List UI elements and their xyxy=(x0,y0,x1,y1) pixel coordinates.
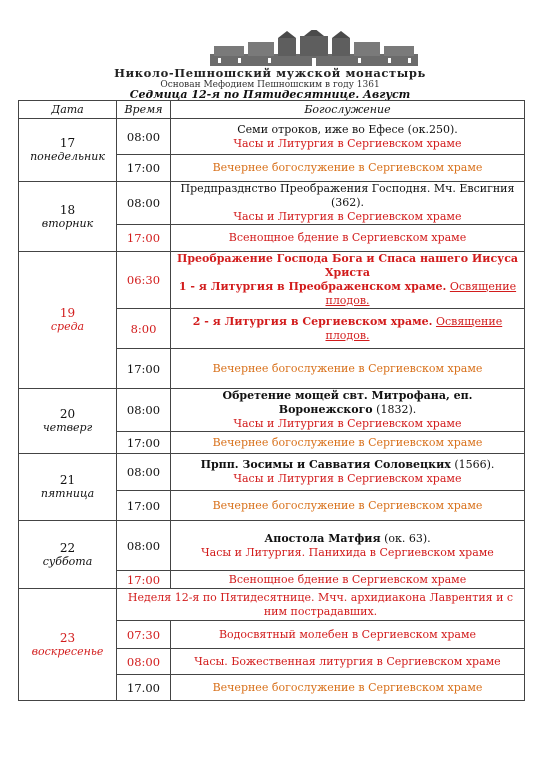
day-cell xyxy=(19,521,117,589)
service-year: (ок. 63). xyxy=(384,531,431,545)
table-row xyxy=(19,182,525,225)
feast-banner: Неделя 12-я по Пятидесятнице. Мчч. архидиакона Лаврентия и с ним пострадавших. xyxy=(117,589,525,621)
day-number: 17 xyxy=(59,136,76,150)
time-cell: 17:00 xyxy=(117,432,171,454)
monastery-logo xyxy=(208,30,420,68)
day-number: 19 xyxy=(59,306,76,320)
table-row xyxy=(19,589,525,621)
day-weekday: среда xyxy=(50,320,85,333)
service-cell xyxy=(171,252,525,309)
day-weekday: четверг xyxy=(42,421,93,434)
time-cell: 08:00 xyxy=(117,649,171,675)
day-cell xyxy=(19,454,117,521)
day-cell xyxy=(19,252,117,389)
time-cell: 08:00 xyxy=(117,119,171,155)
service-note: Освящение плодов. xyxy=(325,280,517,307)
service-title: Предпразднство Преображения Господня. Мч. Евсигния (362). xyxy=(180,182,515,209)
service-cell xyxy=(171,521,525,571)
time-cell: 17:00 xyxy=(117,571,171,589)
table-row xyxy=(19,119,525,155)
day-cell xyxy=(19,182,117,252)
day-weekday: суббота xyxy=(42,554,93,568)
table-row xyxy=(19,252,525,309)
service-text: Часы и Литургия в Сергиевском храме xyxy=(233,136,462,150)
service-text: 2 - я Литургия в Сергиевском храме. xyxy=(192,314,433,328)
service-text: Часы и Литургия в Сергиевском храме xyxy=(233,417,462,430)
time-cell: 17:00 xyxy=(117,155,171,182)
table-row xyxy=(19,389,525,432)
day-number: 21 xyxy=(59,473,76,487)
service-cell: Водосвятный молебен в Сергиевском храме xyxy=(171,621,525,649)
day-weekday: пятница xyxy=(40,487,95,500)
founded-subtitle: Основан Мефодием Пешношским в году 1361 xyxy=(160,80,380,90)
day-number: 22 xyxy=(59,540,76,555)
time-cell: 17.00 xyxy=(117,675,171,701)
time-cell: 08:00 xyxy=(117,454,171,491)
service-text: Часы и Литургия в Сергиевском храме xyxy=(233,472,462,485)
service-cell: Вечернее богослужение в Сергиевском храме xyxy=(171,432,525,454)
service-note: Освящение плодов. xyxy=(325,314,503,342)
day-weekday: понедельник xyxy=(30,150,105,163)
service-cell xyxy=(171,389,525,432)
table-header-row xyxy=(19,101,525,119)
time-cell: 06:30 xyxy=(117,252,171,309)
time-cell: 07:30 xyxy=(117,621,171,649)
time-cell: 17:00 xyxy=(117,491,171,521)
service-cell xyxy=(171,309,525,349)
day-weekday: воскресенье xyxy=(31,644,104,658)
service-text: 1 - я Литургия в Преображенском храме. xyxy=(178,280,447,293)
service-cell: Всенощное бдение в Сергиевском храме xyxy=(171,225,525,252)
table-row xyxy=(19,454,525,491)
service-text: Часы и Литургия. Панихида в Сергиевском храме xyxy=(201,545,494,559)
service-cell: Вечернее богослужение в Сергиевском храме xyxy=(171,675,525,701)
service-title: Прпп. Зосимы и Савватия Соловецких xyxy=(200,458,451,471)
service-cell: Вечернее богослужение в Сергиевском храме xyxy=(171,155,525,182)
day-cell xyxy=(19,589,117,701)
service-cell xyxy=(171,119,525,155)
day-cell xyxy=(19,119,117,182)
col-service-header: Богослужение xyxy=(171,101,525,119)
day-number: 20 xyxy=(59,407,76,421)
time-cell: 17:00 xyxy=(117,349,171,389)
time-cell: 8:00 xyxy=(117,309,171,349)
time-cell: 08:00 xyxy=(117,389,171,432)
day-number: 18 xyxy=(59,202,76,217)
service-year: (1566). xyxy=(454,458,495,471)
week-title: Седмица 12-я по Пятидесятнице. Август xyxy=(129,88,411,101)
day-weekday: вторник xyxy=(41,216,94,230)
service-title: Апостола Матфия xyxy=(264,531,381,545)
time-cell: 08:00 xyxy=(117,182,171,225)
monastery-name: Николо-Пешношский мужской монастырь xyxy=(114,66,426,80)
service-cell: Всенощное бдение в Сергиевском храме xyxy=(171,571,525,589)
service-cell xyxy=(171,182,525,225)
header xyxy=(0,0,540,100)
service-cell: Вечернее богослужение в Сергиевском храме xyxy=(171,349,525,389)
table-row xyxy=(19,521,525,571)
service-title: Семи отроков, иже во Ефесе (ок.250). xyxy=(237,122,458,136)
service-title: Обретение мощей свт. Митрофана, еп. Воронежского xyxy=(222,389,473,416)
service-cell xyxy=(171,454,525,491)
service-cell: Вечернее богослужение в Сергиевском храме xyxy=(171,491,525,521)
service-title: Преображение Господа Бога и Спаса нашего Иисуса Христа xyxy=(176,252,519,279)
service-year: (1832). xyxy=(376,403,417,416)
day-cell xyxy=(19,389,117,454)
service-cell: Часы. Божественная литургия в Сергиевском храме xyxy=(171,649,525,675)
day-number: 23 xyxy=(59,630,76,645)
schedule-table xyxy=(18,100,525,701)
col-time-header: Время xyxy=(117,101,171,119)
service-text: Часы и Литургия в Сергиевском храме xyxy=(233,210,462,223)
time-cell: 08:00 xyxy=(117,521,171,571)
col-date-header: Дата xyxy=(19,101,117,119)
time-cell: 17:00 xyxy=(117,225,171,252)
